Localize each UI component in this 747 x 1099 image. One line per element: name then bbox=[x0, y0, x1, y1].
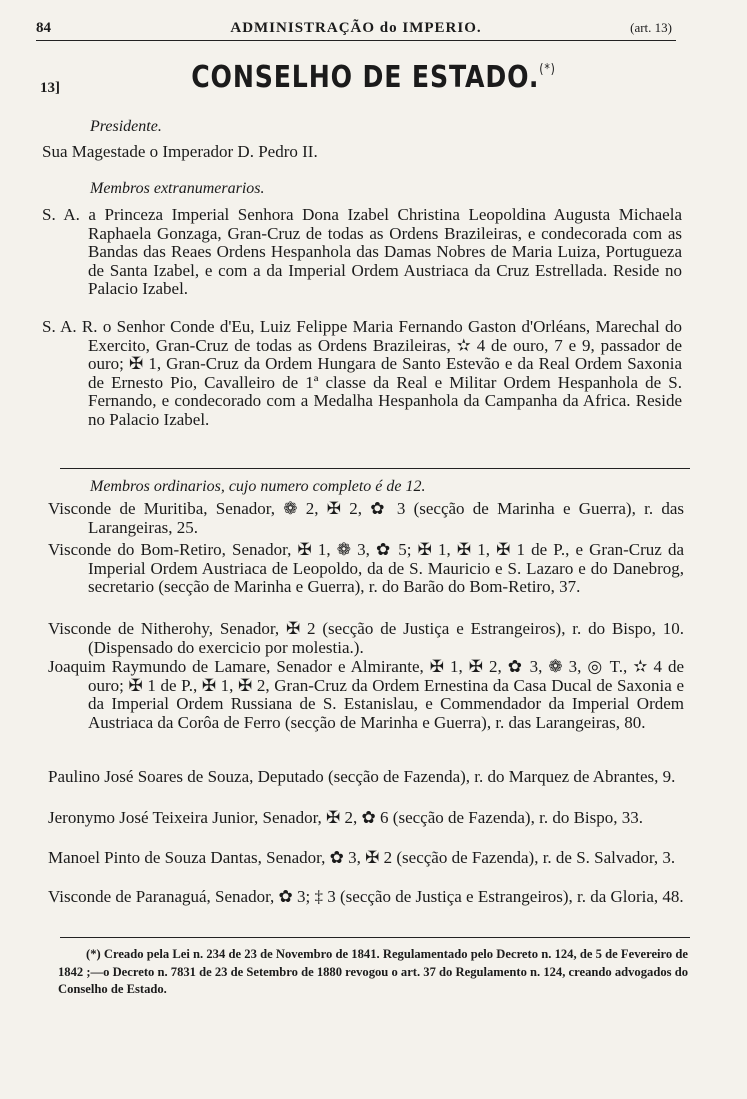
footnote: (*) Creado pela Lei n. 234 de 23 de Novembro de 1841. Regulamentado pelo Decreto n. 124, de 5 de Fevereiro de 1842 ;—o Decreto n. 7831 de 23 de Setembro de 1880 revogou o art. 37 do Regulamento n. 124, creando advogados do Conselho de Estado. bbox=[58, 947, 688, 997]
presidente-heading: Presidente. bbox=[90, 118, 162, 135]
ordinario-entry-3: Visconde de Nitherohy, Senador, ✠ 2 (secção de Justiça e Estrangeiros), r. do Bispo, 10. (Dispensado do exercicio por molestia.). bbox=[48, 619, 684, 657]
ordinario-entry-2: Visconde do Bom-Retiro, Senador, ✠ 1, ❁ 3, ✿ 5; ✠ 1, ✠ 1, ✠ 1 de P., e Gran-Cruz da Imperial Ordem Austriaca de Leopoldo, da de S. Mauricio e S. Lazaro e do Danebrog, secretario (secção de Marinha e Guerra), r. do Barão do Bom-Retiro, 37. bbox=[48, 540, 684, 597]
title-text: CONSELHO DE ESTADO. bbox=[191, 60, 540, 95]
ordinario-entry-7: Manoel Pinto de Souza Dantas, Senador, ✿ 3, ✠ 2 (secção de Fazenda), r. de S. Salvador, 3. bbox=[48, 848, 676, 867]
extranumerario-entry-2: S. A. R. o Senhor Conde d'Eu, Luiz Felippe Maria Fernando Gaston d'Orléans, Marechal do Exercito, Gran-Cruz de todas as Ordens Brazileiras, ✫ 4 de ouro, 7 e 9, passador de ouro; ✠ 1, Gran-Cruz da Ordem Hungara de Santo Estevão e da Real Ordem Saxonia de Ernesto Pio, Cavalleiro de 1ª classe da Real e Militar Ordem Hespanhola de S. Fernando, e condecorado com a Medalha Hespanhola da Campanha da Africa. Reside no Palacio Izabel. bbox=[42, 317, 682, 429]
running-title: ADMINISTRAÇÃO do IMPERIO. bbox=[230, 20, 482, 36]
section-number: 13] bbox=[40, 80, 60, 96]
page-title bbox=[60, 60, 687, 95]
footnote-divider bbox=[60, 937, 690, 938]
ordinario-entry-8: Visconde de Paranaguá, Senador, ✿ 3; ‡ 3 (secção de Justiça e Estrangeiros), r. da Gloria, 48. bbox=[48, 887, 684, 906]
ordinario-entry-6: Jeronymo José Teixeira Junior, Senador, ✠ 2, ✿ 6 (secção de Fazenda), r. do Bispo, 33. bbox=[48, 808, 643, 827]
article-reference: (art. 13) bbox=[630, 20, 672, 35]
presidente-text: Sua Magestade o Imperador D. Pedro II. bbox=[42, 142, 318, 161]
ordinario-entry-4: Joaquim Raymundo de Lamare, Senador e Almirante, ✠ 1, ✠ 2, ✿ 3, ❁ 3, ◎ T., ✫ 4 de ouro; ✠ 1 de P., ✠ 1, ✠ 2, Gran-Cruz da Ordem Ernestina da Casa Ducal de Saxonia e da Imperial Ordem Russiana de S. Estanislau, e Commendador da Imperial Ordem Austriaca da Corôa de Ferro (secção de Marinha e Guerra), r. das Larangeiras, 80. bbox=[48, 657, 684, 732]
running-header bbox=[36, 18, 676, 41]
ordinario-entry-1: Visconde de Muritiba, Senador, ❁ 2, ✠ 2, ✿ 3 (secção de Marinha e Guerra), r. das Larangeiras, 25. bbox=[48, 499, 684, 537]
extranumerarios-heading: Membros extranumerarios. bbox=[90, 180, 265, 197]
page-number: 84 bbox=[36, 20, 51, 36]
section-divider bbox=[60, 468, 690, 469]
ordinarios-heading: Membros ordinarios, cujo numero completo é de 12. bbox=[90, 478, 426, 495]
footnote-marker: (*) bbox=[539, 62, 556, 77]
extranumerario-entry-1: S. A. a Princeza Imperial Senhora Dona Izabel Christina Leopoldina Augusta Michaela Raphaela Gonzaga, Gran-Cruz de todas as Ordens Brazileiras, e condecorada com as Bandas das Reaes Ordens Hespanhola das Damas Nobres de Maria Luiza, Portugueza de Santa Izabel, e com a da Imperial Ordem Austriaca da Cruz Estrellada. Reside no Palacio Izabel. bbox=[42, 205, 682, 299]
ordinario-entry-5: Paulino José Soares de Souza, Deputado (secção de Fazenda), r. do Marquez de Abrantes, 9. bbox=[48, 767, 676, 786]
